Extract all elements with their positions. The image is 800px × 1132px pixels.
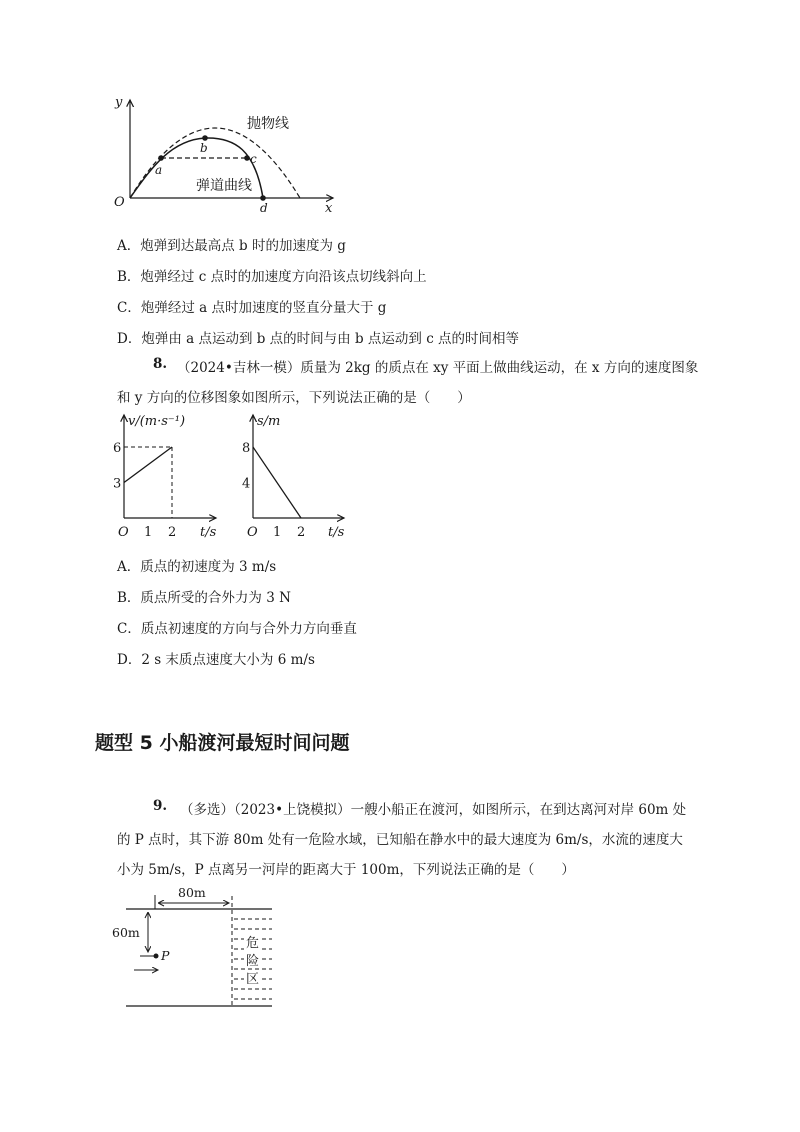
s-t-x-tick-0: O (247, 525, 258, 540)
q9-number: 9. (153, 798, 168, 814)
v-t-y-tick-1: 6 (113, 441, 122, 456)
q8-option-c: C．质点初速度的方向与合外力方向垂直 (117, 621, 357, 637)
v-t-x-label: t/s (200, 525, 217, 540)
section-title: 题型 5 小船渡河最短时间问题 (95, 732, 350, 754)
q7-option-b: B．炮弹经过 c 点时的加速度方向沿该点切线斜向上 (117, 269, 427, 285)
q7-option-c: C．炮弹经过 a 点时加速度的竖直分量大于 g (117, 300, 387, 316)
q8-option-d: D．2 s 末质点速度大小为 6 m/s (117, 652, 315, 668)
width-label: 80m (178, 885, 206, 900)
q8-number: 8. (153, 356, 168, 372)
point-a-label: a (155, 163, 163, 177)
point-a-dot (158, 155, 164, 161)
point-d-label: d (260, 201, 268, 215)
v-t-x-tick-1: 1 (144, 525, 153, 540)
trajectory-figure (100, 90, 350, 215)
point-p-label: P (161, 948, 170, 963)
q7-option-d: D．炮弹由 a 点运动到 b 点的时间与由 b 点运动到 c 点的时间相等 (117, 331, 520, 347)
danger-char-3: 区 (246, 972, 260, 987)
height-label: 60m (112, 925, 140, 940)
s-t-y-label: s/m (257, 414, 281, 429)
river-figure (100, 882, 300, 1014)
s-t-y-tick-1: 8 (242, 441, 251, 456)
s-t-series-line (253, 447, 301, 518)
q8-stem-line1: （2024•吉林一模）质量为 2kg 的质点在 xy 平面上做曲线运动，在 x 方向的速度图象 (177, 360, 699, 376)
parabola-label: 抛物线 (247, 116, 289, 132)
q7-option-a: A．炮弹到达最高点 b 时的加速度为 g (117, 238, 346, 254)
s-t-x-tick-1: 1 (273, 525, 282, 540)
danger-char-2: 险 (246, 954, 260, 969)
q8-option-a: A．质点的初速度为 3 m/s (117, 559, 277, 575)
v-t-series-line (124, 447, 172, 483)
s-t-x-tick-2: 2 (297, 525, 306, 540)
danger-char-1: 危 (246, 936, 260, 951)
s-t-x-label: t/s (328, 525, 345, 540)
q8-graphs (110, 408, 360, 546)
s-t-y-tick-0: 4 (242, 476, 251, 492)
v-t-y-tick-0: 3 (113, 476, 122, 492)
point-d-dot (260, 195, 266, 201)
q9-stem-line1: （多选）（2023•上饶模拟）一艘小船正在渡河，如图所示，在到达离河对岸 60m 处 (180, 802, 687, 818)
v-t-x-tick-2: 2 (168, 525, 177, 540)
v-t-y-label: v/(m·s⁻¹) (128, 414, 186, 429)
point-b-label: b (200, 141, 208, 155)
point-p-dot (154, 954, 159, 959)
point-c-label: c (250, 152, 257, 166)
point-c-dot (244, 155, 250, 161)
point-b-dot (202, 135, 208, 141)
y-axis-label: y (115, 95, 123, 110)
q8-option-b: B．质点所受的合外力为 3 N (117, 590, 291, 606)
origin-label: O (114, 195, 125, 210)
x-axis-label: x (325, 201, 333, 215)
q8-stem-line2: 和 y 方向的位移图象如图所示，下列说法正确的是（ ） (117, 390, 471, 406)
q9-stem-line2: 的 P 点时，其下游 80m 处有一危险水域，已知船在静水中的最大速度为 6m/s，水流的速度大 (117, 832, 683, 848)
q9-stem-line3: 小为 5m/s，P 点离另一河岸的距离大于 100m，下列说法正确的是（ ） (117, 862, 575, 878)
v-t-x-tick-0: O (118, 525, 129, 540)
trajectory-label: 弹道曲线 (196, 178, 252, 194)
